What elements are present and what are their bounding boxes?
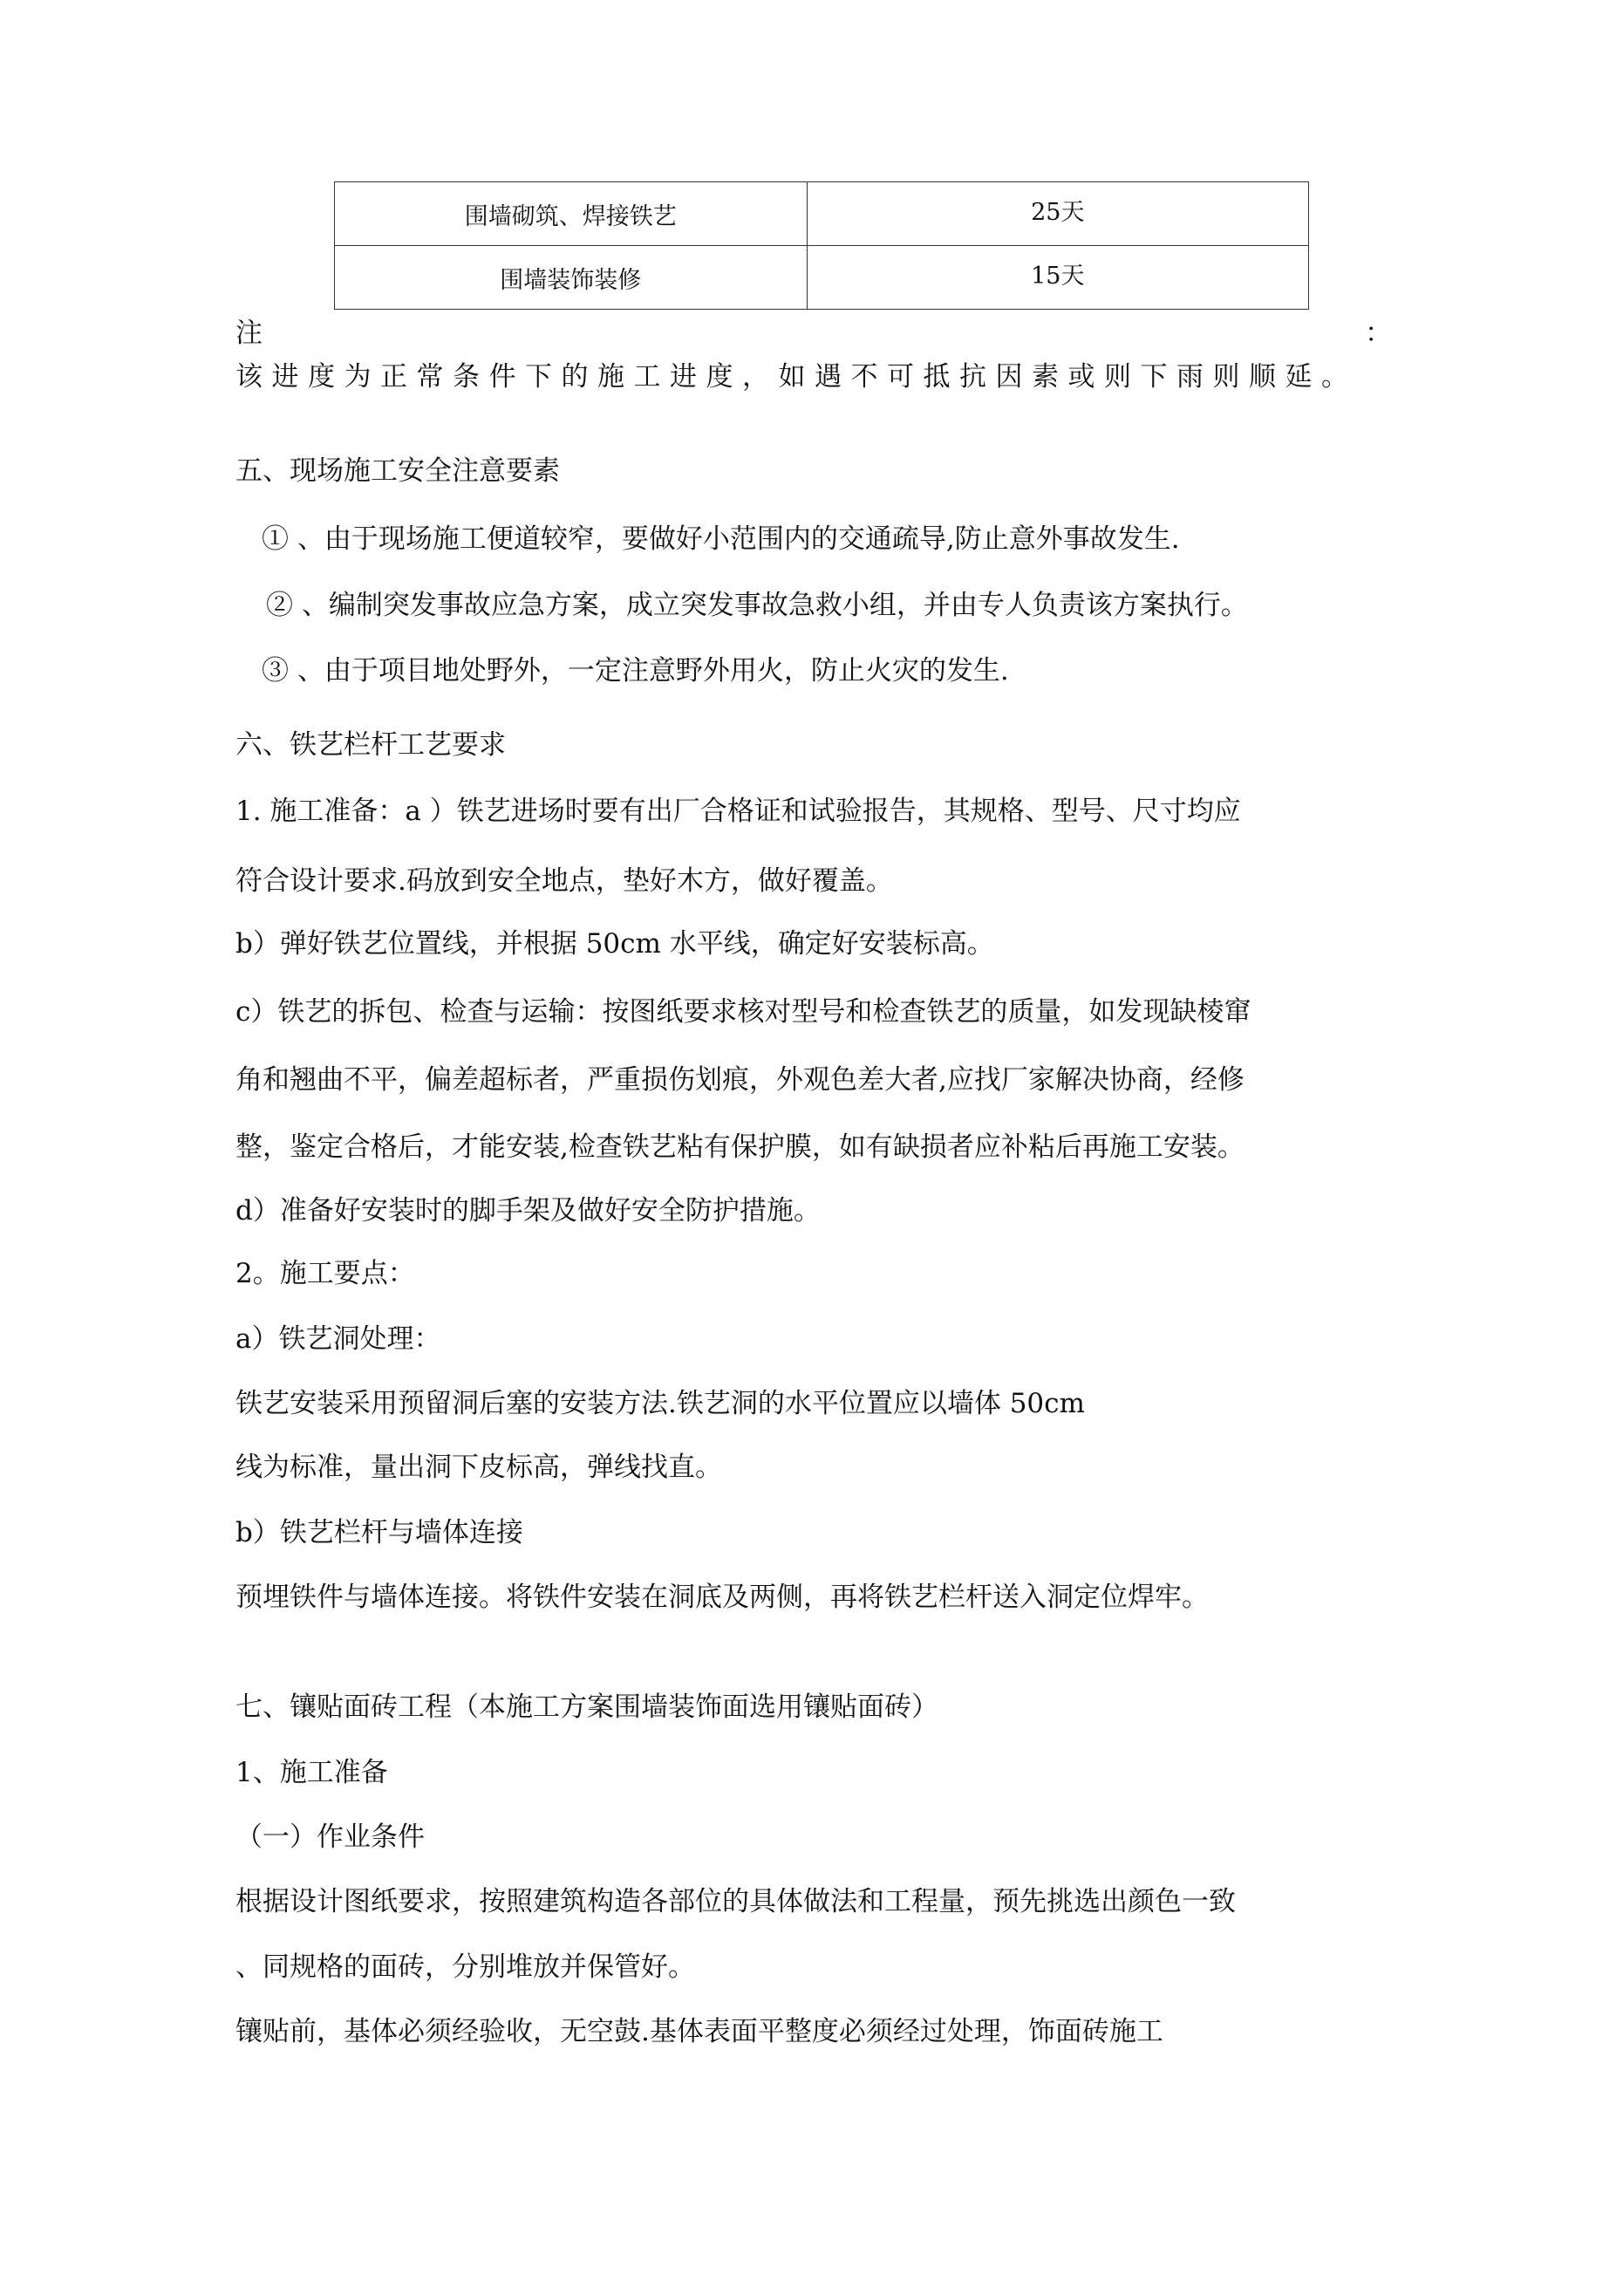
list-item: ② 、编制突发事故应急方案，成立突发事故急救小组，并由专人负责该方案执行。 [266, 590, 1248, 621]
paragraph-line: 角和翘曲不平，偏差超标者，严重损伤划痕，外观色差大者,应找厂家解决协商，经修 [235, 1064, 1245, 1096]
paragraph-line: （一）作业条件 [235, 1821, 425, 1853]
section-heading: 七、镶贴面砖工程（本施工方案围墙装饰面选用镶贴面砖） [235, 1691, 938, 1723]
paragraph-line: 、同规格的面砖，分别堆放并保管好。 [235, 1951, 695, 1983]
table-row [335, 246, 1309, 310]
paragraph-line: d）准备好安装时的脚手架及做好安全防护措施。 [235, 1195, 821, 1227]
paragraph-line: b）弹好铁艺位置线，并根据 50cm 水平线，确定好安装标高。 [235, 928, 994, 960]
paragraph-line: 根据设计图纸要求，按照建筑构造各部位的具体做法和工程量，预先挑选出颜色一致 [235, 1886, 1236, 1917]
table-cell-duration: 15天 [807, 246, 1308, 310]
paragraph-line: 符合设计要求.码放到安全地点，垫好木方，做好覆盖。 [235, 865, 893, 897]
table-cell-task: 围墙装饰装修 [335, 246, 808, 310]
paragraph-line: c）铁艺的拆包、检查与运输：按图纸要求核对型号和检查铁艺的质量，如发现缺棱窜 [235, 996, 1251, 1028]
paragraph-line: 线为标准，量出洞下皮标高，弹线找直。 [235, 1452, 722, 1483]
table-row [335, 182, 1309, 246]
paragraph-line: 铁艺安装采用预留洞后塞的安装方法.铁艺洞的水平位置应以墙体 50cm [235, 1388, 1085, 1419]
paragraph-line: b）铁艺栏杆与墙体连接 [235, 1517, 523, 1548]
note-colon: ： [1365, 318, 1392, 349]
paragraph-line: 镶贴前，基体必须经验收，无空鼓.基体表面平整度必须经过处理，饰面砖施工 [235, 2016, 1163, 2047]
paragraph-line: 预埋铁件与墙体连接。将铁件安装在洞底及两侧，再将铁艺栏杆送入洞定位焊牢。 [235, 1582, 1209, 1613]
schedule-table [334, 181, 1309, 310]
table-cell-task: 围墙砌筑、焊接铁艺 [335, 182, 808, 246]
section-heading: 六、铁艺栏杆工艺要求 [235, 729, 506, 761]
paragraph-line: 1、施工准备 [235, 1757, 388, 1788]
list-item: ① 、由于现场施工便道较窄，要做好小范围内的交通疏导,防止意外事故发生. [262, 523, 1180, 555]
paragraph-line: a）铁艺洞处理： [235, 1323, 441, 1355]
paragraph-line: 1. 施工准备：a ）铁艺进场时要有出厂合格证和试验报告，其规格、型号、尺寸均应 [235, 796, 1241, 827]
paragraph-line: 2。施工要点： [235, 1258, 415, 1289]
list-item: ③ 、由于项目地处野外，一定注意野外用火，防止火灾的发生. [262, 655, 1009, 687]
paragraph-line: 整，鉴定合格后，才能安装,检查铁艺粘有保护膜，如有缺损者应补粘后再施工安装。 [235, 1131, 1245, 1163]
note-label: 注 [235, 318, 263, 349]
table-cell-duration: 25天 [807, 182, 1308, 246]
note-text: 该进度为正常条件下的施工进度，如遇不可抵抗因素或则下雨则顺延。 [235, 361, 1358, 393]
section-heading: 五、现场施工安全注意要素 [235, 455, 560, 487]
